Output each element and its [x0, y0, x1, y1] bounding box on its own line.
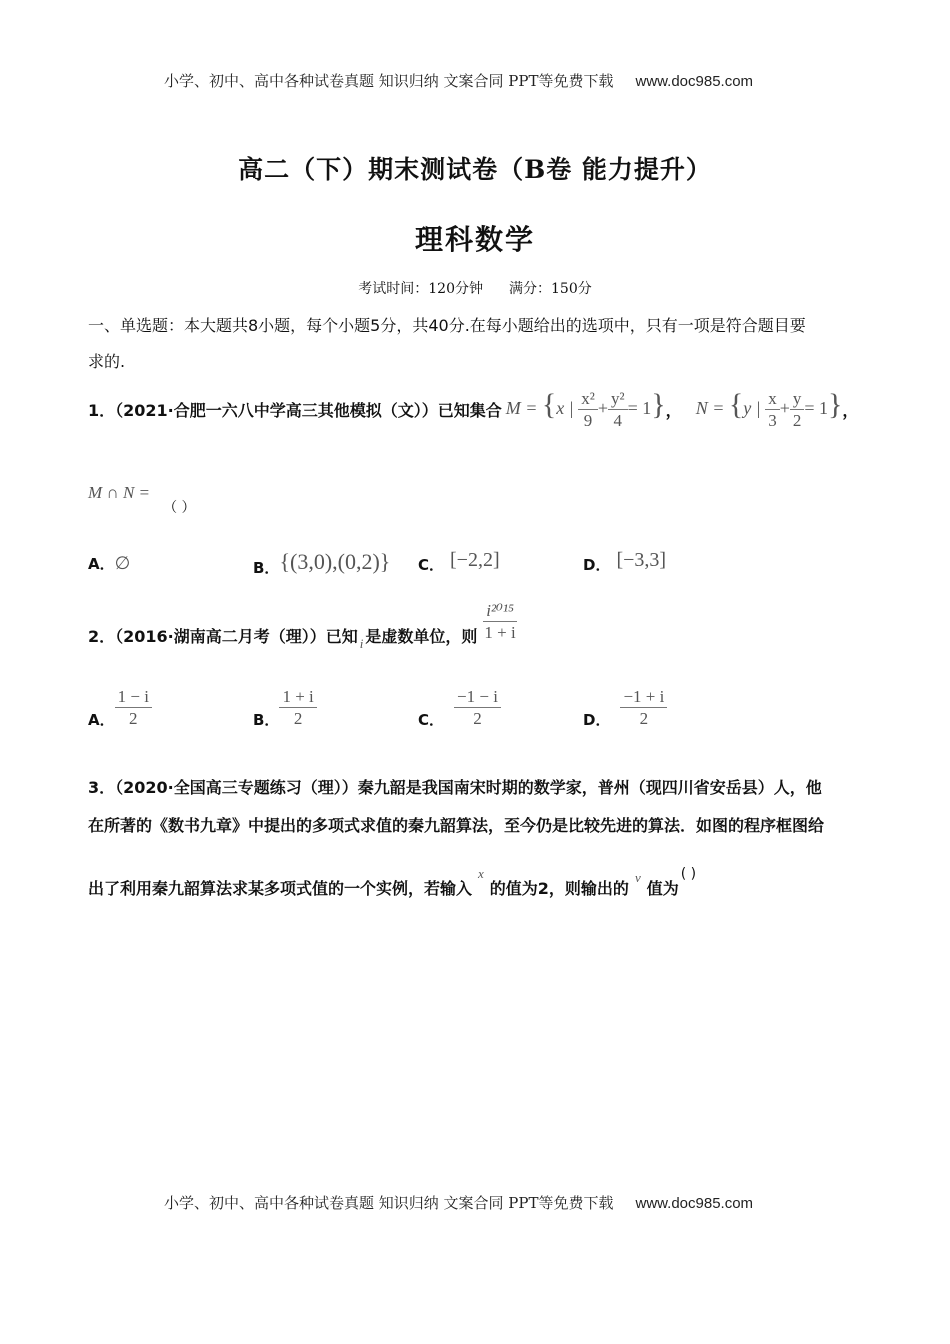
q1-lead: 1．（2021·合肥一六八中学高三其他模拟（文））已知集合 [88, 401, 502, 421]
section-heading-line1: 一、单选题：本大题共8小题，每个小题5分，共40分.在每小题给出的选项中，只有一项是符合题目要 [88, 316, 806, 335]
q1-set-m: M = {x | $\frac{\text{x²}}{9}$ + $\frac{\text{y²}}{4}$ = 1} [505, 388, 666, 431]
exam-subject: 理科数学 [414, 223, 535, 256]
q1-option-a[interactable]: A．∅ [88, 553, 131, 573]
exam-time: 考试时间：120分钟 [358, 281, 483, 297]
footer-text: 小学、初中、高中各种试卷真题 知识归纳 文案合同 PPT等免费下载 [164, 1194, 614, 1212]
q1-n-frac1: $\frac{x}{3}$ [765, 388, 780, 432]
q3-v-symbol: v [634, 870, 641, 885]
q2-option-a[interactable]: A． $\frac{1 - i}{2}$ [88, 686, 152, 730]
section-heading-line2: 求的. [88, 352, 126, 371]
q1-m-frac1: $\frac{\text{x²}}{9}$ [578, 388, 598, 432]
q2-option-b[interactable]: B． $\frac{1 + i}{2}$ [253, 686, 317, 730]
q3-line2: 在所著的《数书九章》中提出的多项式求值的秦九韶算法，至今仍是比较先进的算法．如图的程序框图给 [88, 816, 825, 835]
q2-i-symbol: i [359, 635, 364, 651]
q1-option-b[interactable]: B．{(3,0),(0,2)} [253, 549, 391, 577]
exam-info [0, 278, 950, 298]
q2-option-d[interactable]: D． $\frac{-1 + i}{2}$ [583, 686, 667, 730]
header-text: 小学、初中、高中各种试卷真题 知识归纳 文案合同 PPT等免费下载 [164, 72, 614, 90]
q1-options [88, 549, 848, 579]
q2-fraction: $\frac{\text{i²⁰¹⁵}}{1 + i}$ [484, 601, 516, 643]
q3-x-symbol: x [478, 866, 484, 881]
q1-n-frac2: $\frac{y}{2}$ [790, 388, 805, 432]
question-2: 2．（2016·湖南高二月考（理））已知 i 是虚数单位，则 $\frac{\text{i²⁰¹⁵}}{1 + i}$ [88, 600, 519, 644]
footer-url[interactable]: www.doc985.com [635, 1195, 754, 1212]
q1-option-d[interactable]: D． [−3,3] [583, 549, 667, 574]
question-1: 1．（2021·合肥一六八中学高三其他模拟（文））已知集合 M = {x | $\frac{\text{x²}}{9}$ + $\frac{\text{y²}}{4}$ = 1} ， N = {y | $\frac{x}{3}$ + $\frac{y}{2}$ = 1} ， [88, 388, 859, 431]
q3-line1: 3．（2020·全国高三专题练习（理））秦九韶是我国南宋时期的数学家，普州（现四川省安岳县）人，他 [88, 778, 822, 797]
q1-m-frac2: $\frac{\text{y²}}{4}$ [608, 388, 628, 432]
q1-set-n: N = {y | $\frac{x}{3}$ + $\frac{y}{2}$ = 1} [695, 388, 843, 431]
exam-score: 满分：150分 [509, 281, 592, 297]
exam-title: 高二（下）期末测试卷（B卷 能力提升） [238, 155, 712, 184]
q2-options [88, 686, 848, 738]
q2-option-c[interactable]: C． $\frac{-1 - i}{2}$ [418, 686, 501, 730]
q1-expression: M ∩ N = （ ） [88, 483, 196, 516]
q1-option-c[interactable]: C． [−2,2] [418, 549, 500, 574]
header-url[interactable]: www.doc985.com [635, 73, 754, 90]
page-header [164, 70, 753, 91]
q3-line3: 出了利用秦九韶算法求某多项式值的一个实例，若输入x的值为2，则输出的$_v$值为( ) [88, 866, 697, 898]
page-footer [164, 1192, 753, 1213]
